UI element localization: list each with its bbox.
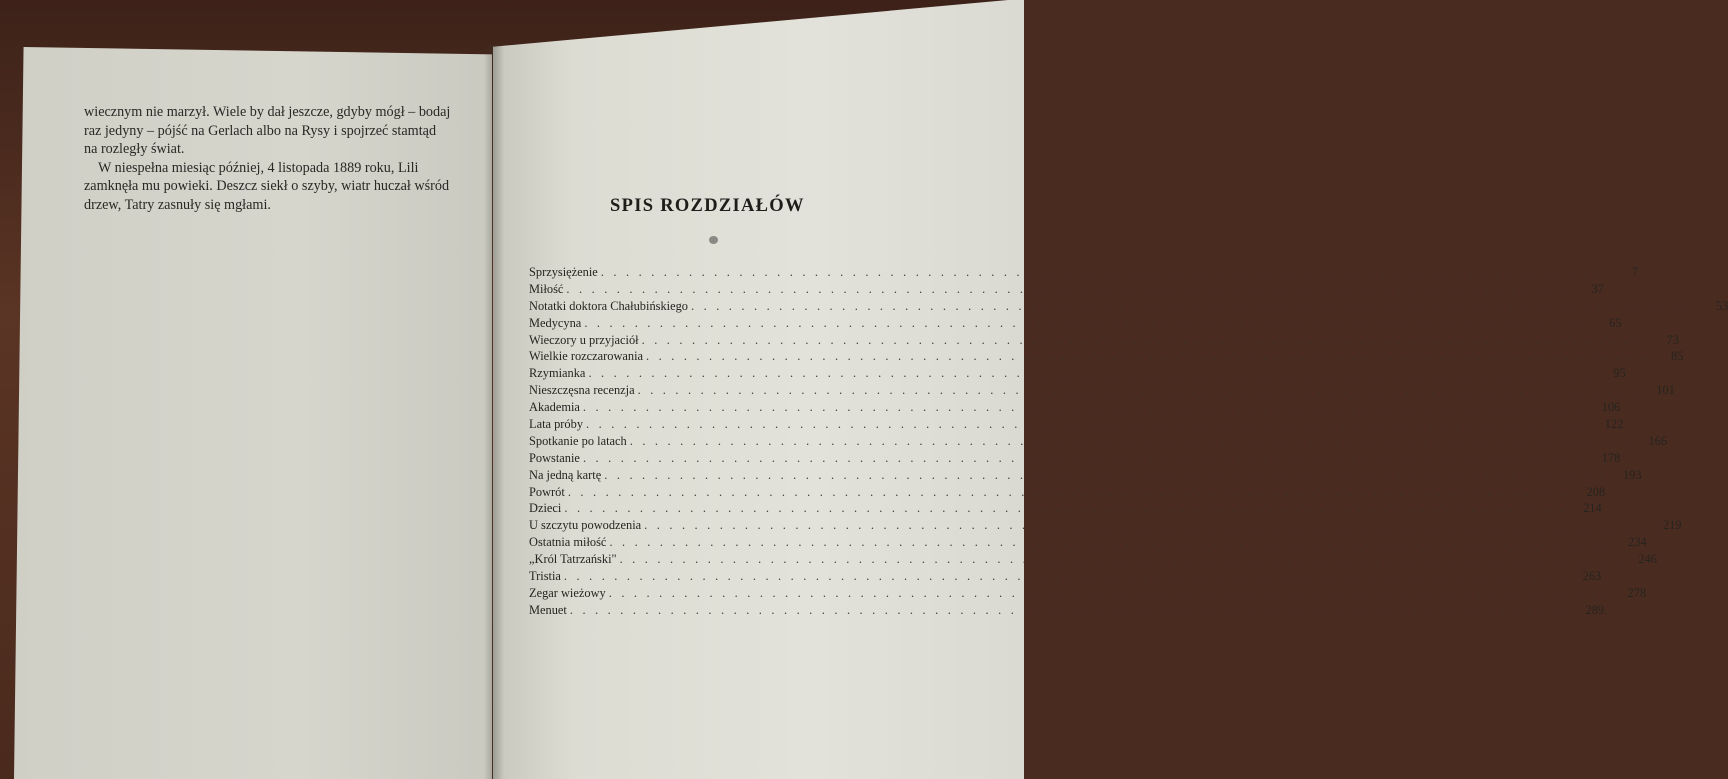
toc-entry-page: 65 [1609,315,1622,330]
toc-entry-page: 289. [1585,602,1608,617]
toc-leader-dots: . . . . . . . . . . . . . . . . . . . . . . . . . . . . . . . . . . . . . . . . . . . . . . . . . . . . . . . . . . . . . . . . . . . . . . . . . . . . . . . . [608,585,1611,600]
body-line: raz jedyny – pójść na Gerlach albo na Rysy i spojrzeć stamtąd [84,122,437,139]
toc-entry-page: 73 [1666,332,1679,347]
body-line: na rozległy świat. [84,141,185,158]
toc-entry [529,534,1647,551]
toc-leader-dots: . . . . . . . . . . . . . . . . . . . . . . . . . . . . . . . . . . . . . . . . . . . . . . . . . . . . . . . . . . . . . . . . . . . . . . . . . . . . . . . . [586,417,1588,432]
toc-leader-dots: . . . . . . . . . . . . . . . . . . . . . . . . . . . . . . . . . . . . . . . . . . . . . . . . . . . . . . . . . . . . . . . . . . . . . . . . . . . . . . . . [646,349,1648,364]
toc-entry-page: 101 [1656,383,1675,398]
toc-leader-dots: . . . . . . . . . . . . . . . . . . . . . . . . . . . . . . . . . . . . . . . . . . . . . . . . . . . . . . . . . . . . . . . . . . . . . . . . . . . . . . . . [641,332,1643,347]
toc-entry-page: 278 [1627,585,1647,600]
body-line: wiecznym nie marzył. Wiele by dał jeszcze, gdyby mógł – bodaj [84,104,451,120]
toc-leader-dots: . . . . . . . . . . . . . . . . . . . . . . . . . . . . . . . . . . . . . . . . . . . . . . . . . . . . . . . . . . . . . . . . . . . . . . . . . . . . . . . . [569,602,1572,617]
toc-leader-dots: . . . . . . . . . . . . . . . . . . . . . . . . . . . . . . . . . . . . . . . . . . . . . . . . . . . . . . . . . . . . . . . . . . . . . . . . . . . . . . . . [629,433,1632,448]
toc-entry-label: Wielkie rozczarowania [529,349,644,364]
toc-entry-label: Sprzysiężenie [529,265,598,279]
toc-entry [529,467,1642,484]
toc-entry [529,517,1682,534]
toc-entry-label: Lata próby [529,417,584,432]
toc-title: SPIS ROZDZIAŁÓW [610,196,805,216]
toc-entry [529,399,1621,416]
toc-leader-dots: . . . . . . . . . . . . . . . . . . . . . . . . . . . . . . . . . . . . . . . . . . . . . . . . . . . . . . . . . . . . . . . . . . . . . . . . . . . . . . . . [563,569,1566,584]
toc-entry-label: Spotkanie po latach [529,433,627,448]
table-of-contents [529,264,1728,619]
toc-entry-label: Tristia [529,569,561,584]
toc-leader-dots: . . . . . . . . . . . . . . . . . . . . . . . . . . . . . . . . . . . . . . . . . . . . . . . . . . . . . . . . . . . . . . . . . . . . . . . . . . . . . . . . [582,400,1585,415]
toc-leader-dots: . . . . . . . . . . . . . . . . . . . . . . . . . . . . . . . . . . . . . . . . . . . . . . . . . . . . . . . . . . . . . . . . . . . . . . . . . . . . . . . . [637,383,1639,398]
toc-entry-page: 246 [1638,552,1657,567]
toc-entry-label: Rzymianka [529,366,586,381]
toc-leader-dots: . . . . . . . . . . . . . . . . . . . . . . . . . . . . . . . . . . . . . . . . . . . . . . . . . . . . . . . . . . . . . . . . . . . . . . . . . . . . . . . . [619,552,1621,567]
toc-leader-dots: . . . . . . . . . . . . . . . . . . . . . . . . . . . . . . . . . . . . . . . . . . . . . . . . . . . . . . . . . . . . . . . . . . . . . . . . . . . . . . . . [566,281,1568,296]
toc-entry-page: 106 [1601,400,1621,415]
toc-entry-page: 219 [1662,518,1682,533]
toc-entry-label: Nieszczęsna recenzja [529,383,635,398]
toc-entry [529,568,1602,585]
toc-entry-label: Powstanie [529,450,580,465]
toc-entry [529,416,1624,433]
toc-entry-page: 208 [1586,484,1606,499]
toc-leader-dots: . . . . . . . . . . . . . . . . . . . . . . . . . . . . . . . . . . . . . . . . . . . . . . . . . . . . . . . . . . . . . . . . . . . . . . . . . . . . . . . . [604,467,1606,482]
toc-entry-page: 193 [1622,467,1642,482]
toc-entry [529,365,1626,382]
toc-leader-dots: . . . . . . . . . . . . . . . . . . . . . . . . . . . . . . . . . . . . . . . . . . . . . . . . . . . . . . . . . . . . . . . . . . . . . . . . . . . . . . . . [567,484,1570,499]
toc-entry-label: Zegar wieżowy [529,585,606,600]
toc-leader-dots: . . . . . . . . . . . . . . . . . . . . . . . . . . . . . . . . . . . . . . . . . . . . . . . . . . . . . . . . . . . . . . . . . . . . . . . . . . . . . . . . [644,518,1646,533]
toc-entry [529,551,1657,568]
toc-leader-dots: . . . . . . . . . . . . . . . . . . . . . . . . . . . . . . . . . . . . . . . . . . . . . . . . . . . . . . . . . . . . . . . . . . . . . . . . . . . . . . . . [600,265,1603,279]
toc-entry-page: 37 [1591,281,1604,296]
toc-entry-label: Dzieci [529,501,562,516]
toc-entry-label: U szczytu powodzenia [529,518,642,533]
toc-entry-page: 263 [1582,569,1602,584]
toc-entry-page: 178 [1601,450,1621,465]
toc-entry-page: 85 [1670,349,1684,364]
toc-leader-dots: . . . . . . . . . . . . . . . . . . . . . . . . . . . . . . . . . . . . . . . . . . . . . . . . . . . . . . . . . . . . . . . . . . . . . . . . . . . . . . . . [609,535,1611,550]
toc-entry [529,332,1679,349]
toc-entry-label: Akademia [529,400,580,415]
toc-entry [529,484,1606,501]
toc-entry [529,382,1675,399]
body-line: zamknęła mu powieki. Deszcz siekł o szyby, wiatr huczał wśród [84,178,450,195]
toc-leader-dots: . . . . . . . . . . . . . . . . . . . . . . . . . . . . . . . . . . . . . . . . . . . . . . . . . . . . . . . . . . . . . . . . . . . . . . . . . . . . . . . . [691,298,1693,313]
toc-entry-page: 122 [1604,417,1624,432]
toc-entry-label: Na jedną kartę [529,467,602,482]
toc-entry-label: Medycyna [529,315,582,330]
toc-leader-dots: . . . . . . . . . . . . . . . . . . . . . . . . . . . . . . . . . . . . . . . . . . . . . . . . . . . . . . . . . . . . . . . . . . . . . . . . . . . . . . . . [582,450,1585,465]
toc-entry-page: 53 [1715,298,1728,313]
toc-entry-label: Notatki doktora Chałubińskiego [529,298,688,313]
toc-entry [529,450,1621,467]
toc-leader-dots: . . . . . . . . . . . . . . . . . . . . . . . . . . . . . . . . . . . . . . . . . . . . . . . . . . . . . . . . . . . . . . . . . . . . . . . . . . . . . . . . [588,366,1590,381]
toc-entry-page: 95 [1613,366,1626,381]
toc-entry-label: „Król Tatrzański" [529,552,617,567]
toc-entry [529,500,1602,517]
body-line: drzew, Tatry zasnuły się mgłami. [84,196,271,213]
toc-entry-page: 7 [1631,265,1639,279]
toc-entry [529,433,1668,450]
toc-entry-label: Miłość [529,281,564,296]
toc-entry-page: 214 [1583,501,1602,516]
toc-entry-label: Menuet [529,602,567,617]
body-line: W niespełna miesiąc później, 4 listopada 1889 roku, Lili [98,159,419,176]
toc-entry-page: 234 [1628,535,1647,550]
toc-leader-dots: . . . . . . . . . . . . . . . . . . . . . . . . . . . . . . . . . . . . . . . . . . . . . . . . . . . . . . . . . . . . . . . . . . . . . . . . . . . . . . . . [564,501,1566,516]
toc-entry-label: Ostatnia miłość [529,535,607,550]
toc-entry [529,315,1622,332]
body-text [84,103,490,215]
ornament-dot-icon [709,236,718,244]
toc-entry-page: 166 [1648,433,1668,448]
toc-entry [529,298,1728,315]
toc-entry-label: Powrót [529,484,565,499]
toc-entry [529,281,1604,298]
toc-entry [529,264,1639,281]
toc-entry-label: Wieczory u przyjaciół [529,332,639,347]
toc-entry [529,602,1608,619]
toc-entry [529,348,1684,365]
toc-leader-dots: . . . . . . . . . . . . . . . . . . . . . . . . . . . . . . . . . . . . . . . . . . . . . . . . . . . . . . . . . . . . . . . . . . . . . . . . . . . . . . . . [584,315,1586,330]
toc-entry [529,585,1647,602]
